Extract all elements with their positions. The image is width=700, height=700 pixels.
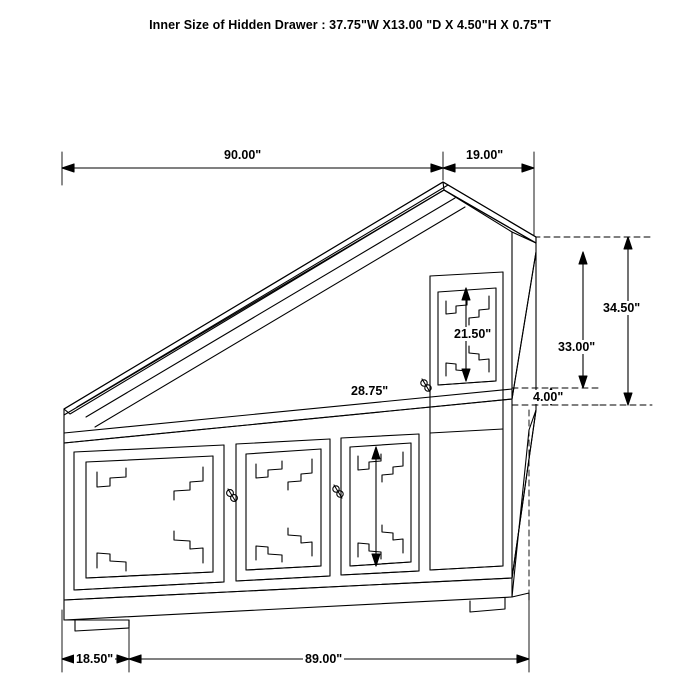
dim-label-right-door-height: 21.50"	[454, 327, 492, 341]
dim-label-door-height: 28.75"	[351, 384, 389, 398]
cabinet-outline	[64, 182, 536, 631]
dim-label-base-depth: 18.50"	[76, 652, 114, 666]
door-panel-2	[236, 439, 343, 581]
extension-lines	[62, 152, 652, 672]
dim-label-base-width: 89.00"	[305, 652, 343, 666]
dim-label-top-depth: 19.00"	[466, 148, 504, 162]
dim-label-cabinet-body-height: 33.00"	[558, 340, 596, 354]
dim-label-overall-height: 34.50"	[603, 301, 641, 315]
door-panel-1	[74, 445, 237, 590]
dim-label-base-height: 4.00"	[533, 390, 564, 404]
dim-label-top-overall-width: 90.00"	[224, 148, 262, 162]
page-title: Inner Size of Hidden Drawer : 37.75"W X13.00 "D X 4.50"H X 0.75"T	[149, 18, 551, 32]
